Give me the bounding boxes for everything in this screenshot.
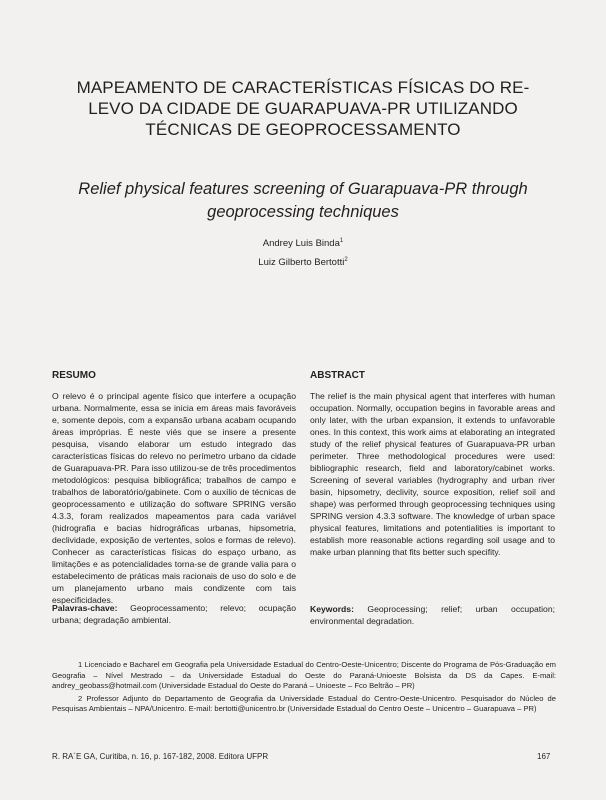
title-english — [40, 178, 566, 224]
footer-citation: R. RA´E GA, Curitiba, n. 16, p. 167-182, 2008. Editora UFPR — [52, 752, 269, 761]
keywords-label: Keywords: — [310, 604, 354, 614]
subtitle-line-2: geoprocessing techniques — [207, 203, 399, 221]
title-portuguese — [40, 77, 566, 140]
abstract-heading: ABSTRACT — [310, 370, 365, 381]
footnote-2: 2 Professor Adjunto do Departamento de Geografia da Universidade Estadual do Centro-Oeste-Unicentro. Pesquisador do Núcleo de Pesquisas Ambientais – NPA/Unicentro. E-mail: bertotti@unicentro.br (Universidade Estadual do Centro Oeste – Unicentro – Guarapuava – PR) — [52, 693, 556, 714]
abstract-text: The relief is the main physical agent that interferes with human occupation. Normally, occupation begins in favorable areas and only later, with the urban expansion, it extends to unfavorable ones. In this context, this work aims at elaborating an integrated study of the relief physical features of Guarapuava-PR urban perimeter. Three methodological procedures were used: bibliographic research, field and laboratory/cabinet works. Screening of several variables (hydrography and urban river basin, hipsometry, declivity, source exposition, relief soil and shape) was performed through geoprocessing techniques using SPRING version 4.3.3 software. The knowledge of urban space physical features, limitations and potentialities is important to establish more reasonable actions regarding soil usage and to make urban planning that fits better such specifity. — [310, 391, 555, 557]
title-line-1: MAPEAMENTO DE CARACTERÍSTICAS FÍSICAS DO RE- — [76, 78, 530, 97]
title-line-2: LEVO DA CIDADE DE GUARAPUAVA-PR UTILIZANDO — [88, 99, 518, 118]
footnote-1: 1 Licenciado e Bacharel em Geografia pela Universidade Estadual do Centro-Oeste-Unicentro; Discente do Programa de Pós-Graduação em Geografia – Nível Mestrado – da Universidade Estadual do Oeste do Paraná-Unioeste Bolsista da DS da Capes. E-mail: andrey_geobass@hotmail.com (Universidade Estadual do Oeste do Paraná – Unioeste – Fco Beltrão – PR) — [52, 660, 556, 691]
author-name: Luiz Gilberto Bertotti — [258, 257, 345, 269]
author-footnote-mark: 1 — [339, 238, 344, 244]
keywords-label: Palavras-chave: — [52, 603, 118, 613]
keywords-text: Geoprocessing; relief; urban occupation; environmental degradation. — [310, 604, 555, 626]
resumo-text: O relevo é o principal agente físico que interfere a ocupação urbana. Normalmente, essa se inicia em áreas mais favoráveis e, somente depois, com a expansão urbana acabam ocupando áreas impróprias. É neste viés que se insere a presente pesquisa, visando elaborar um estudo integrado das características físicas do relevo no perímetro urbano da cidade de Guarapuava-PR. Para isso utilizou-se de três procedimentos metodológicos: pesquisa bibliográfica; trabalhos de campo e trabalhos de laboratório/gabinete. Com o auxílio de técnicas de geoprocessamento e utilização do software SPRING versão 4.3.3, foram realizados mapeamentos para cada variável (hidrografia e bacias hidrográficas urbanas, hipsometria, declividade, exposição de vertentes, solos e formas de relevo). Conhecer as características físicas do espaço urbano, as limitações e as potencialidades torna-se de grande valia para o estabelecimento de práticas mais racionais de uso do solo e de um planejamento urbano mais condizente com tais especificidades. — [52, 391, 296, 605]
subtitle-line-1: Relief physical features screening of Guarapuava-PR through — [78, 180, 528, 198]
page-number: 167 — [537, 752, 551, 761]
abstract-keywords — [310, 603, 555, 627]
resumo-heading: RESUMO — [52, 370, 96, 381]
author-name: Andrey Luis Binda — [262, 238, 340, 250]
author-2 — [0, 257, 606, 268]
author-footnote-mark: 2 — [344, 257, 348, 263]
footnotes — [52, 660, 556, 717]
keywords-text: Geoprocessamento; relevo; ocupação urbana; degradação ambiental. — [52, 603, 296, 625]
title-line-3: TÉCNICAS DE GEOPROCESSAMENTO — [145, 120, 461, 139]
author-1 — [0, 238, 606, 249]
resumo-keywords — [52, 602, 296, 626]
